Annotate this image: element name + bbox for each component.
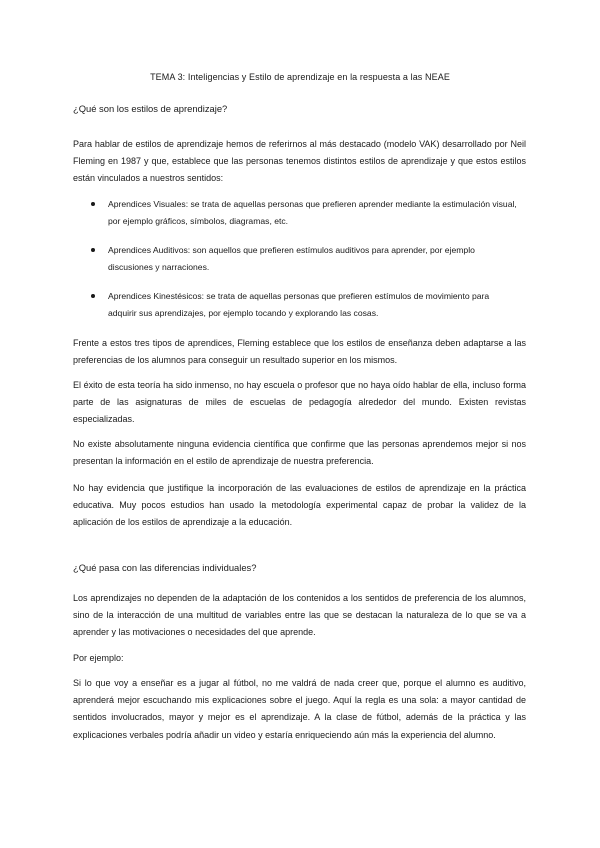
bullet-icon: [91, 202, 95, 206]
example-label: Por ejemplo:: [73, 653, 124, 663]
bullet-icon: [91, 248, 95, 252]
example-paragraph: Si lo que voy a enseñar es a jugar al fútbol, no me valdrá de nada creer que, porque el alumno es auditivo, aprenderá mejor escuchando mis explicaciones sobre el juego. Aquí la regla es una sola: a mayor cantidad de sentidos involucrados, mayor y mejor es el aprendizaje. A la clase de fútbol, además de la práctica y las explicaciones verbales podría añadir un video y estaría enriqueciendo aún más la experiencia del alumno.: [73, 678, 526, 740]
no-evidence-paragraph: No existe absolutamente ninguna evidencia científica que confirme que las personas aprendemos mejor si nos presentan la información en el estilo de aprendizaje de nuestra preferencia.: [73, 439, 526, 467]
teaching-styles-paragraph: Frente a estos tres tipos de aprendices, Fleming establece que los estilos de enseñanza deben adaptarse a las preferencias de los alumnos para conseguir un resultado superior en los mismos.: [73, 338, 526, 366]
list-item-text: Aprendices Auditivos: son aquellos que prefieren estímulos auditivos para aprender, por ejemplo discusiones y narraciones.: [108, 245, 475, 272]
intro-paragraph: Para hablar de estilos de aprendizaje hemos de referirnos al más destacado (modelo VAK) desarrollado por Neil Fleming en 1987 y que, establece que las personas tenemos distintos estilos de aprendizaje y que estos estilos están vinculados a nuestros sentidos:: [73, 139, 526, 184]
bullet-icon: [91, 294, 95, 298]
individual-differences-paragraph: Los aprendizajes no dependen de la adaptación de los contenidos a los sentidos de preferencia de los alumnos, sino de la interacción de una multitud de variables entre las que se destacan la naturaleza de lo que se va a aprender y las motivaciones o necesidades del que aprende.: [73, 593, 526, 638]
success-paragraph: El éxito de esta teoría ha sido inmenso, no hay escuela o profesor que no haya oído hablar de ella, incluso forma parte de las asignaturas de miles de escuelas de pedagogía alrededor del mundo. Existen revistas especializadas.: [73, 380, 526, 425]
list-item-text: Aprendices Visuales: se trata de aquellas personas que prefieren aprender mediante la estimulación visual, por ejemplo gráficos, símbolos, diagramas, etc.: [108, 199, 517, 226]
no-justification-paragraph: No hay evidencia que justifique la incorporación de las evaluaciones de estilos de aprendizaje en la práctica educativa. Muy pocos estudios han usado la metodología experimental capaz de probar la validez de la aplicación de los estilos de aprendizaje a la educación.: [73, 483, 526, 528]
list-item-text: Aprendices Kinestésicos: se trata de aquellas personas que prefieren estímulos de movimiento para adquirir sus aprendizajes, por ejemplo tocando y explorando las cosas.: [108, 291, 490, 318]
section-heading-individual-differences: ¿Qué pasa con las diferencias individuales?: [73, 562, 257, 573]
section-heading-learning-styles: ¿Qué son los estilos de aprendizaje?: [73, 103, 228, 114]
document-title: TEMA 3: Inteligencias y Estilo de aprendizaje en la respuesta a las NEAE: [150, 72, 450, 82]
